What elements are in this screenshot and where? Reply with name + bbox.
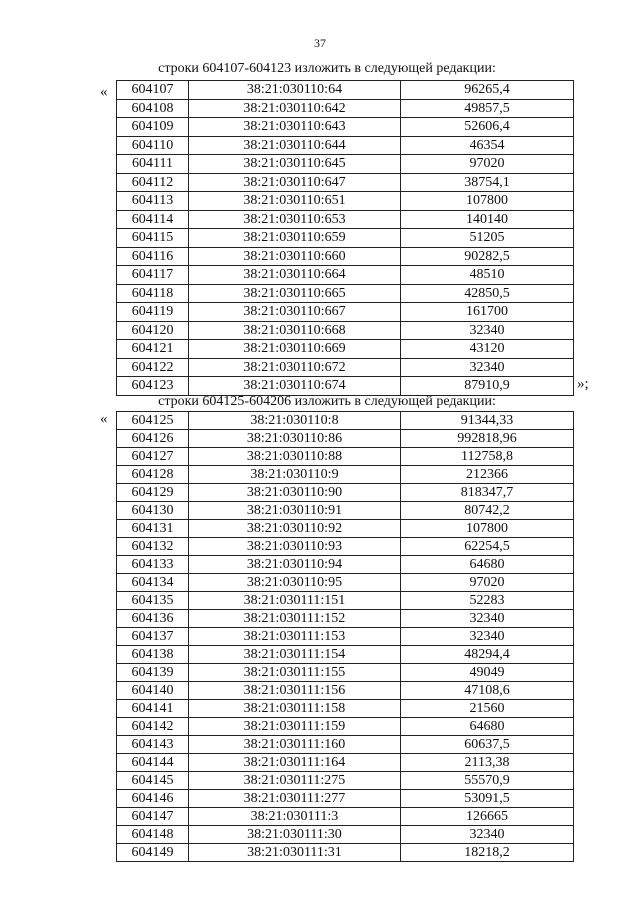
table-row: [117, 81, 574, 100]
row-number-cell: 604148: [117, 826, 189, 844]
table-row: [117, 340, 574, 359]
table-row: [117, 610, 574, 628]
cadastral-number-cell: 38:21:030111:31: [189, 844, 401, 862]
row-number-cell: 604129: [117, 484, 189, 502]
row-number-cell: 604144: [117, 754, 189, 772]
table-row: [117, 155, 574, 174]
row-number-cell: 604107: [117, 81, 189, 100]
row-number-cell: 604111: [117, 155, 189, 174]
row-number-cell: 604128: [117, 466, 189, 484]
table-row: [117, 484, 574, 502]
value-cell: 48510: [401, 266, 574, 285]
value-cell: 64680: [401, 718, 574, 736]
cadastral-number-cell: 38:21:030110:88: [189, 448, 401, 466]
value-cell: 90282,5: [401, 247, 574, 266]
table-row: [117, 538, 574, 556]
row-number-cell: 604114: [117, 210, 189, 229]
cadastral-number-cell: 38:21:030110:91: [189, 502, 401, 520]
cadastral-number-cell: 38:21:030110:651: [189, 192, 401, 211]
section-1-table: [116, 80, 574, 396]
value-cell: 52606,4: [401, 118, 574, 137]
table-row: [117, 377, 574, 396]
table-row: [117, 173, 574, 192]
section-2-table: [116, 411, 574, 862]
value-cell: 91344,33: [401, 412, 574, 430]
table-row: [117, 358, 574, 377]
table-row: [117, 754, 574, 772]
row-number-cell: 604140: [117, 682, 189, 700]
value-cell: 53091,5: [401, 790, 574, 808]
table-row: [117, 682, 574, 700]
cadastral-number-cell: 38:21:030110:667: [189, 303, 401, 322]
value-cell: 38754,1: [401, 173, 574, 192]
cadastral-number-cell: 38:21:030111:153: [189, 628, 401, 646]
table-row: [117, 99, 574, 118]
row-number-cell: 604122: [117, 358, 189, 377]
table-row: [117, 118, 574, 137]
row-number-cell: 604143: [117, 736, 189, 754]
row-number-cell: 604147: [117, 808, 189, 826]
section-2-table-body: [117, 412, 574, 862]
cadastral-number-cell: 38:21:030110:647: [189, 173, 401, 192]
cadastral-number-cell: 38:21:030110:90: [189, 484, 401, 502]
cadastral-number-cell: 38:21:030110:665: [189, 284, 401, 303]
table-row: [117, 574, 574, 592]
row-number-cell: 604132: [117, 538, 189, 556]
section-1-open-quote: «: [100, 84, 108, 100]
row-number-cell: 604145: [117, 772, 189, 790]
value-cell: 32340: [401, 628, 574, 646]
value-cell: 126665: [401, 808, 574, 826]
value-cell: 80742,2: [401, 502, 574, 520]
row-number-cell: 604133: [117, 556, 189, 574]
value-cell: 60637,5: [401, 736, 574, 754]
row-number-cell: 604115: [117, 229, 189, 248]
cadastral-number-cell: 38:21:030111:155: [189, 664, 401, 682]
section-1-close-quote: »;: [577, 376, 589, 392]
value-cell: 97020: [401, 155, 574, 174]
row-number-cell: 604121: [117, 340, 189, 359]
row-number-cell: 604130: [117, 502, 189, 520]
row-number-cell: 604139: [117, 664, 189, 682]
table-row: [117, 718, 574, 736]
value-cell: 107800: [401, 520, 574, 538]
row-number-cell: 604138: [117, 646, 189, 664]
table-row: [117, 826, 574, 844]
table-row: [117, 520, 574, 538]
page-number: 37: [314, 36, 326, 50]
table-row: [117, 844, 574, 862]
value-cell: 46354: [401, 136, 574, 155]
cadastral-number-cell: 38:21:030110:643: [189, 118, 401, 137]
cadastral-number-cell: 38:21:030110:664: [189, 266, 401, 285]
section-2-caption: строки 604125-604206 изложить в следующей редакции:: [158, 394, 496, 409]
value-cell: 32340: [401, 358, 574, 377]
cadastral-number-cell: 38:21:030110:92: [189, 520, 401, 538]
cadastral-number-cell: 38:21:030110:64: [189, 81, 401, 100]
row-number-cell: 604125: [117, 412, 189, 430]
value-cell: 818347,7: [401, 484, 574, 502]
cadastral-number-cell: 38:21:030110:9: [189, 466, 401, 484]
value-cell: 992818,96: [401, 430, 574, 448]
row-number-cell: 604117: [117, 266, 189, 285]
cadastral-number-cell: 38:21:030110:653: [189, 210, 401, 229]
row-number-cell: 604116: [117, 247, 189, 266]
value-cell: 212366: [401, 466, 574, 484]
value-cell: 107800: [401, 192, 574, 211]
cadastral-number-cell: 38:21:030110:86: [189, 430, 401, 448]
table-row: [117, 266, 574, 285]
row-number-cell: 604108: [117, 99, 189, 118]
value-cell: 47108,6: [401, 682, 574, 700]
row-number-cell: 604149: [117, 844, 189, 862]
cadastral-number-cell: 38:21:030111:151: [189, 592, 401, 610]
table-row: [117, 736, 574, 754]
cadastral-number-cell: 38:21:030111:156: [189, 682, 401, 700]
table-row: [117, 664, 574, 682]
table-row: [117, 448, 574, 466]
table-row: [117, 136, 574, 155]
row-number-cell: 604131: [117, 520, 189, 538]
table-row: [117, 700, 574, 718]
value-cell: 43120: [401, 340, 574, 359]
table-row: [117, 430, 574, 448]
table-row: [117, 646, 574, 664]
cadastral-number-cell: 38:21:030110:645: [189, 155, 401, 174]
value-cell: 112758,8: [401, 448, 574, 466]
cadastral-number-cell: 38:21:030110:659: [189, 229, 401, 248]
row-number-cell: 604142: [117, 718, 189, 736]
row-number-cell: 604135: [117, 592, 189, 610]
table-row: [117, 808, 574, 826]
row-number-cell: 604123: [117, 377, 189, 396]
cadastral-number-cell: 38:21:030110:674: [189, 377, 401, 396]
cadastral-number-cell: 38:21:030110:660: [189, 247, 401, 266]
cadastral-number-cell: 38:21:030111:277: [189, 790, 401, 808]
row-number-cell: 604134: [117, 574, 189, 592]
table-row: [117, 192, 574, 211]
table-row: [117, 772, 574, 790]
cadastral-number-cell: 38:21:030111:30: [189, 826, 401, 844]
section-1-caption: строки 604107-604123 изложить в следующей редакции:: [158, 61, 496, 76]
cadastral-number-cell: 38:21:030111:3: [189, 808, 401, 826]
table-row: [117, 556, 574, 574]
cadastral-number-cell: 38:21:030111:275: [189, 772, 401, 790]
value-cell: 32340: [401, 826, 574, 844]
value-cell: 21560: [401, 700, 574, 718]
row-number-cell: 604126: [117, 430, 189, 448]
cadastral-number-cell: 38:21:030111:160: [189, 736, 401, 754]
value-cell: 62254,5: [401, 538, 574, 556]
value-cell: 32340: [401, 610, 574, 628]
row-number-cell: 604127: [117, 448, 189, 466]
row-number-cell: 604141: [117, 700, 189, 718]
section-1-table-body: [117, 81, 574, 396]
value-cell: 96265,4: [401, 81, 574, 100]
cadastral-number-cell: 38:21:030110:644: [189, 136, 401, 155]
table-row: [117, 592, 574, 610]
value-cell: 49857,5: [401, 99, 574, 118]
table-row: [117, 229, 574, 248]
value-cell: 48294,4: [401, 646, 574, 664]
row-number-cell: 604109: [117, 118, 189, 137]
row-number-cell: 604137: [117, 628, 189, 646]
row-number-cell: 604112: [117, 173, 189, 192]
cadastral-number-cell: 38:21:030110:672: [189, 358, 401, 377]
row-number-cell: 604119: [117, 303, 189, 322]
cadastral-number-cell: 38:21:030110:642: [189, 99, 401, 118]
cadastral-number-cell: 38:21:030110:669: [189, 340, 401, 359]
cadastral-number-cell: 38:21:030110:668: [189, 321, 401, 340]
row-number-cell: 604113: [117, 192, 189, 211]
row-number-cell: 604146: [117, 790, 189, 808]
row-number-cell: 604110: [117, 136, 189, 155]
cadastral-number-cell: 38:21:030110:8: [189, 412, 401, 430]
table-row: [117, 790, 574, 808]
table-row: [117, 210, 574, 229]
section-2-open-quote: «: [100, 411, 108, 427]
value-cell: 42850,5: [401, 284, 574, 303]
table-row: [117, 321, 574, 340]
table-row: [117, 466, 574, 484]
row-number-cell: 604136: [117, 610, 189, 628]
cadastral-number-cell: 38:21:030111:152: [189, 610, 401, 628]
table-row: [117, 628, 574, 646]
table-row: [117, 247, 574, 266]
value-cell: 97020: [401, 574, 574, 592]
cadastral-number-cell: 38:21:030110:94: [189, 556, 401, 574]
cadastral-number-cell: 38:21:030110:95: [189, 574, 401, 592]
table-row: [117, 412, 574, 430]
value-cell: 51205: [401, 229, 574, 248]
value-cell: 18218,2: [401, 844, 574, 862]
cadastral-number-cell: 38:21:030111:154: [189, 646, 401, 664]
value-cell: 140140: [401, 210, 574, 229]
table-row: [117, 303, 574, 322]
cadastral-number-cell: 38:21:030111:164: [189, 754, 401, 772]
cadastral-number-cell: 38:21:030110:93: [189, 538, 401, 556]
cadastral-number-cell: 38:21:030111:159: [189, 718, 401, 736]
value-cell: 64680: [401, 556, 574, 574]
value-cell: 32340: [401, 321, 574, 340]
value-cell: 55570,9: [401, 772, 574, 790]
value-cell: 52283: [401, 592, 574, 610]
row-number-cell: 604120: [117, 321, 189, 340]
table-row: [117, 284, 574, 303]
row-number-cell: 604118: [117, 284, 189, 303]
cadastral-number-cell: 38:21:030111:158: [189, 700, 401, 718]
value-cell: 87910,9: [401, 377, 574, 396]
value-cell: 2113,38: [401, 754, 574, 772]
value-cell: 49049: [401, 664, 574, 682]
value-cell: 161700: [401, 303, 574, 322]
table-row: [117, 502, 574, 520]
